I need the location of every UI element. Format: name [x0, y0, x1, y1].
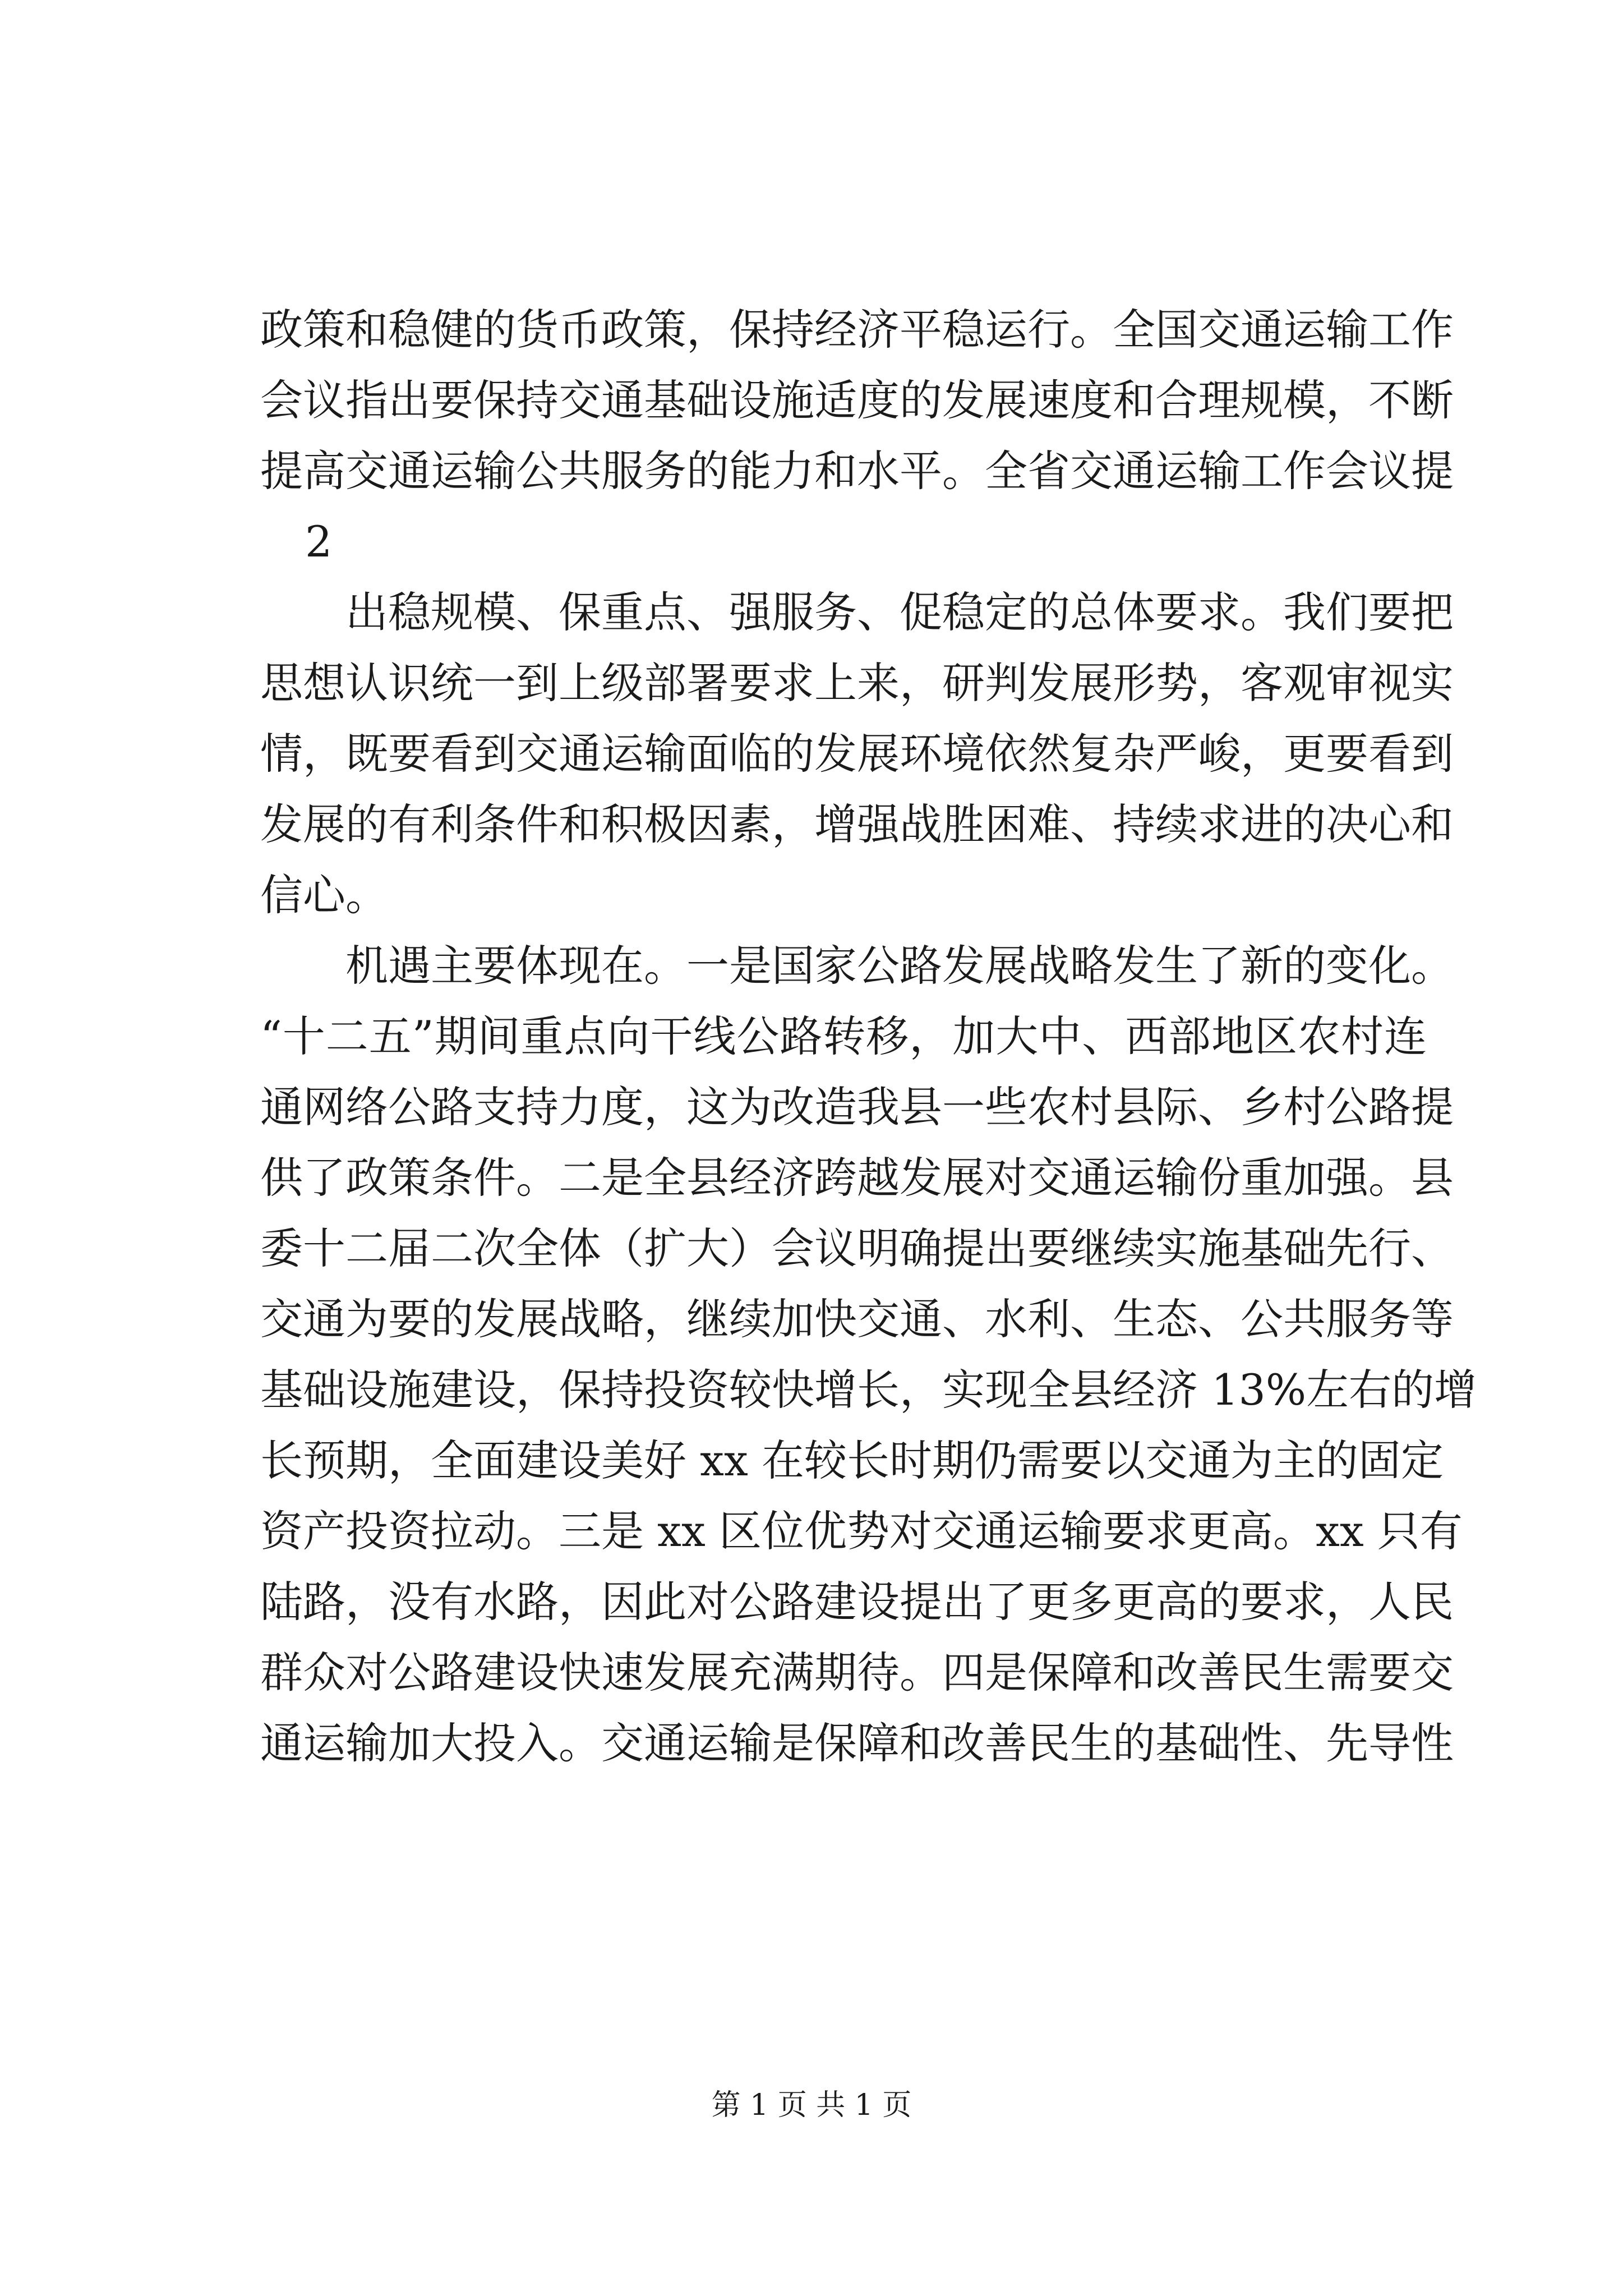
text-line: 通网络公路支持力度，这为改造我县一些农村县际、乡村公路提: [260, 1082, 1454, 1132]
text-line: 会议指出要保持交通基础设施适度的发展速度和合理规模，不断: [260, 375, 1454, 425]
text-line: 基础设施建设，保持投资较快增长，实现全县经济 13%左右的增: [260, 1365, 1477, 1415]
text-line: “十二五”期间重点向干线公路转移，加大中、西部地区农村连: [260, 1011, 1427, 1061]
text-line: 长预期，全面建设美好 xx 在较长时期仍需要以交通为主的固定: [260, 1435, 1444, 1485]
text-line: 提高交通运输公共服务的能力和水平。全省交通运输工作会议提: [260, 446, 1454, 496]
text-line: 机遇主要体现在。一是国家公路发展战略发生了新的变化。: [345, 941, 1454, 991]
text-line: 情，既要看到交通运输面临的发展环境依然复杂严峻，更要看到: [260, 729, 1454, 779]
body-text: [260, 295, 1477, 1779]
text-line: 陆路，没有水路，因此对公路建设提出了更多更高的要求，人民: [260, 1577, 1454, 1627]
text-line: 思想认识统一到上级部署要求上来，研判发展形势，客观审视实: [260, 658, 1454, 708]
text-line: 通运输加大投入。交通运输是保障和改善民生的基础性、先导性: [260, 1718, 1454, 1768]
text-line: 委十二届二次全体（扩大）会议明确提出要继续实施基础先行、: [260, 1223, 1454, 1273]
text-line: 发展的有利条件和积极因素，增强战胜困难、持续求进的决心和: [260, 799, 1454, 849]
text-line: 交通为要的发展战略，继续加快交通、水利、生态、公共服务等: [260, 1294, 1454, 1344]
text-line: 政策和稳健的货币政策，保持经济平稳运行。全国交通运输工作: [260, 305, 1454, 355]
page-footer: 第 1 页 共 1 页: [711, 2088, 912, 2122]
text-line: 供了政策条件。二是全县经济跨越发展对交通运输份重加强。县: [260, 1153, 1454, 1203]
inline-page-number: 2: [305, 517, 333, 567]
text-line: 群众对公路建设快速发展充满期待。四是保障和改善民生需要交: [260, 1648, 1454, 1697]
text-line: 出稳规模、保重点、强服务、促稳定的总体要求。我们要把: [345, 587, 1454, 637]
text-line: 资产投资拉动。三是 xx 区位优势对交通运输要求更高。xx 只有: [260, 1506, 1463, 1556]
text-line: 信心。: [260, 870, 388, 920]
